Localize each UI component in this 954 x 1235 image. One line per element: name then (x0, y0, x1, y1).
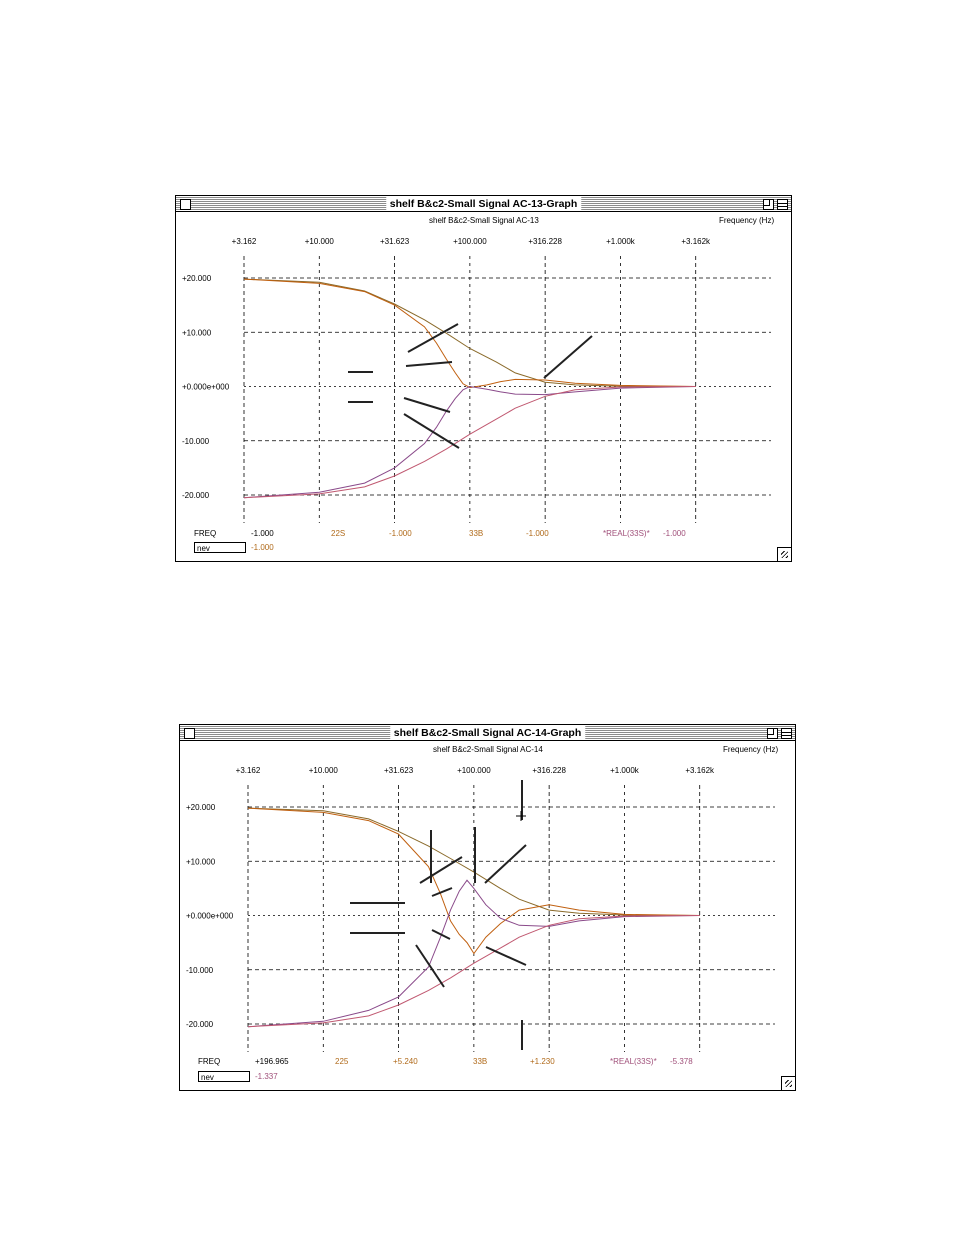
y-tick-label: +20.000 (186, 803, 216, 812)
x-tick-label: +100.000 (457, 766, 491, 775)
series-33b-value: -1.000 (526, 529, 549, 538)
y-tick-label: -10.000 (182, 436, 210, 446)
expression-input[interactable]: nev (194, 542, 246, 553)
y-tick-label: +10.000 (186, 857, 216, 867)
x-tick-label: +100.000 (453, 237, 487, 246)
series-real33s-value: -5.378 (670, 1057, 693, 1066)
y-tick-label: +0.000e+000 (186, 911, 234, 921)
freq-readout-value: +196.965 (255, 1057, 289, 1066)
x-tick-label: +316.228 (528, 237, 562, 246)
x-tick-label: +31.623 (380, 237, 410, 246)
graph-window-ac14[interactable] (179, 724, 796, 1091)
x-tick-label: +3.162k (685, 766, 715, 775)
x-tick-label: +10.000 (304, 237, 334, 246)
expression-readout-value: -1.337 (255, 1072, 278, 1081)
y-tick-label: +20.000 (182, 274, 212, 283)
annotation-stroke (485, 845, 526, 883)
series-real33s-label: *REAL(33S)* (610, 1057, 657, 1066)
resize-grow-box[interactable] (781, 1076, 795, 1090)
expression-input[interactable]: nev (198, 1071, 250, 1082)
x-tick-label: +31.623 (384, 766, 414, 775)
freq-readout-label: FREQ (198, 1057, 221, 1066)
annotation-stroke (404, 414, 459, 448)
y-tick-label: -20.000 (186, 1020, 214, 1029)
series-33b-label: 33B (473, 1057, 488, 1066)
resize-grow-box[interactable] (777, 547, 791, 561)
x-tick-label: +3.162k (681, 237, 711, 246)
x-tick-label: +1.000k (610, 766, 639, 775)
series-33b-label: 33B (469, 529, 484, 538)
y-tick-label: -20.000 (182, 491, 210, 500)
x-tick-label: +10.000 (308, 766, 338, 775)
window-title: shelf B&c2-Small Signal AC-14-Graph (390, 726, 586, 740)
series-33b-value: +1.230 (530, 1057, 555, 1066)
annotation-stroke (404, 398, 450, 412)
graph-plot-area[interactable] (180, 725, 795, 1090)
annotation-stroke (416, 945, 444, 987)
y-tick-label: +10.000 (182, 328, 212, 338)
graph-plot-area[interactable] (176, 196, 791, 561)
annotation-stroke (544, 336, 592, 378)
series-22s-value: -1.000 (389, 529, 412, 538)
freq-readout-value: -1.000 (251, 529, 274, 538)
graph-subtitle: shelf B&c2-Small Signal AC-14 (433, 745, 543, 754)
x-tick-label: +3.162 (235, 766, 261, 775)
series-225-value: +5.240 (393, 1057, 418, 1066)
x-tick-label: +1.000k (606, 237, 635, 246)
freq-readout-label: FREQ (194, 529, 217, 538)
expression-readout-value: -1.000 (251, 543, 274, 552)
frequency-unit-label: Frequency (Hz) (723, 745, 779, 754)
x-tick-label: +316.228 (532, 766, 566, 775)
window-title: shelf B&c2-Small Signal AC-13-Graph (386, 197, 582, 211)
frequency-unit-label: Frequency (Hz) (719, 216, 775, 225)
annotation-stroke (432, 930, 450, 939)
series-real33s-label: *REAL(33S)* (603, 529, 650, 538)
series-225-label: 225 (335, 1057, 349, 1066)
y-tick-label: -10.000 (186, 965, 214, 975)
graph-window-ac13[interactable] (175, 195, 792, 562)
annotation-stroke (432, 888, 452, 896)
annotation-stroke (408, 324, 458, 352)
x-tick-label: +3.162 (231, 237, 257, 246)
graph-subtitle: shelf B&c2-Small Signal AC-13 (429, 216, 539, 225)
series-22s-label: 22S (331, 529, 346, 538)
y-tick-label: +0.000e+000 (182, 382, 230, 392)
annotation-stroke (406, 362, 452, 366)
annotation-stroke (486, 947, 526, 965)
series-real33s-value: -1.000 (663, 529, 686, 538)
